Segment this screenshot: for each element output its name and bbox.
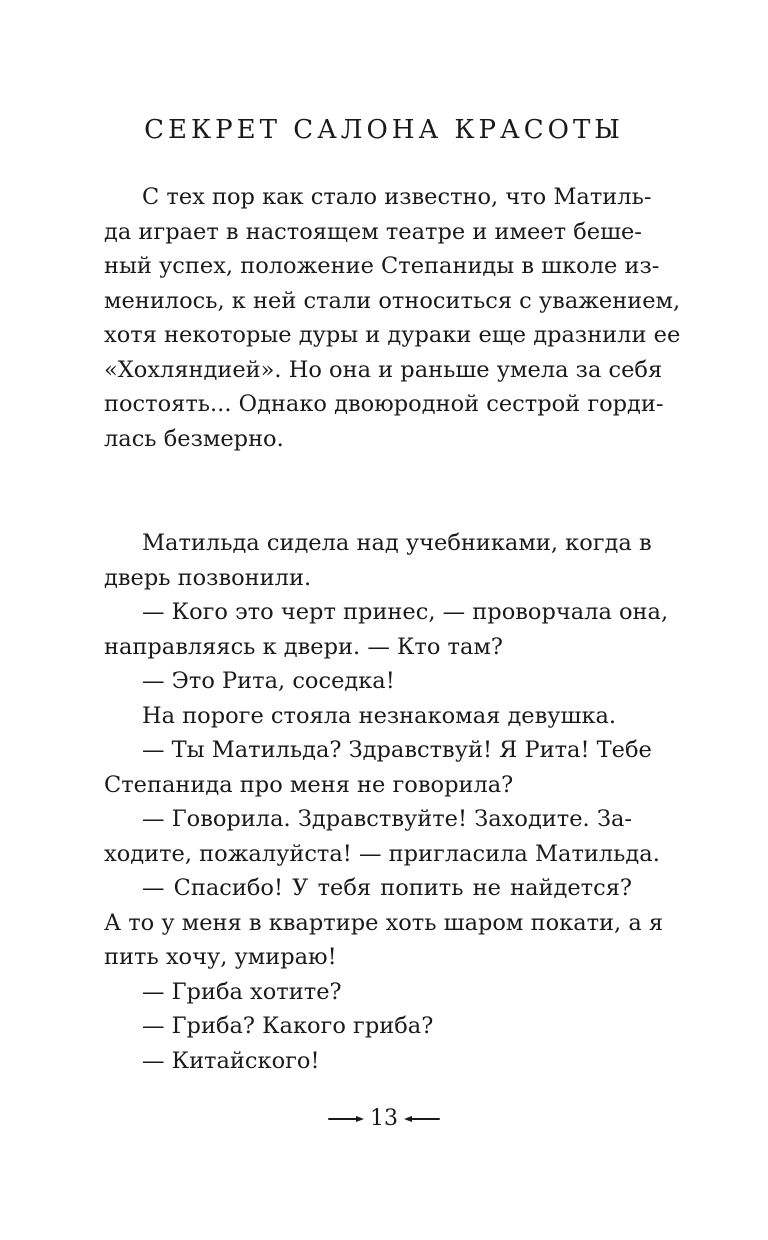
- section-2: [104, 526, 669, 1078]
- page-footer: [0, 1103, 768, 1135]
- right-ornament-icon: [406, 1116, 440, 1122]
- text-line: С тех пор как стало известно, что Матиль-: [142, 184, 652, 210]
- text-line: менилось, к ней стали относиться с уважением,: [104, 287, 681, 314]
- text-line: Степанида про меня не говорила?: [104, 771, 514, 798]
- paragraph-1: [104, 180, 681, 456]
- text-line: На пороге стояла незнакомая девушка.: [142, 702, 617, 729]
- text-line: хотя некоторые дуры и дураки еще дразнили ее: [104, 322, 681, 348]
- text-line: — Китайского!: [142, 1047, 320, 1074]
- text-line: — Спасибо! У тебя попить не найдется?: [142, 875, 632, 901]
- text-line: — Говорила. Здравствуйте! Заходите. За-: [142, 806, 632, 832]
- text-line: да играет в настоящем театре и имеет беше-: [104, 218, 642, 245]
- text-line: лась безмерно.: [104, 425, 284, 452]
- text-line: А то у меня в квартире хоть шаром покати, а я: [104, 909, 664, 936]
- running-head: СЕКРЕТ САЛОНА КРАСОТЫ: [144, 115, 624, 145]
- text-line: — Ты Матильда? Здравствуй! Я Рита! Тебе: [142, 737, 652, 763]
- text-line: Матильда сидела над учебниками, когда в: [142, 530, 652, 556]
- left-ornament-icon: [328, 1116, 362, 1122]
- page-number: 13: [370, 1106, 398, 1131]
- text-line: дверь позвонили.: [104, 564, 312, 591]
- text-line: «Хохляндией». Но она и раньше умела за себя: [104, 356, 663, 383]
- text-line: — Гриба хотите?: [142, 978, 342, 1005]
- text-line: ный успех, положение Степаниды в школе из-: [104, 253, 660, 279]
- text-line: — Это Рита, соседка!: [142, 668, 395, 694]
- text-line: ходите, пожалуйста! — пригласила Матильда.: [104, 840, 660, 867]
- text-line: постоять... Однако двоюродной сестрой горди-: [104, 391, 664, 417]
- text-line: направляясь к двери. — Кто там?: [104, 633, 503, 660]
- text-line: — Кого это черт принес, — проворчала она,: [142, 599, 669, 625]
- text-line: — Гриба? Какого гриба?: [142, 1013, 434, 1039]
- text-line: пить хочу, умираю!: [104, 944, 337, 970]
